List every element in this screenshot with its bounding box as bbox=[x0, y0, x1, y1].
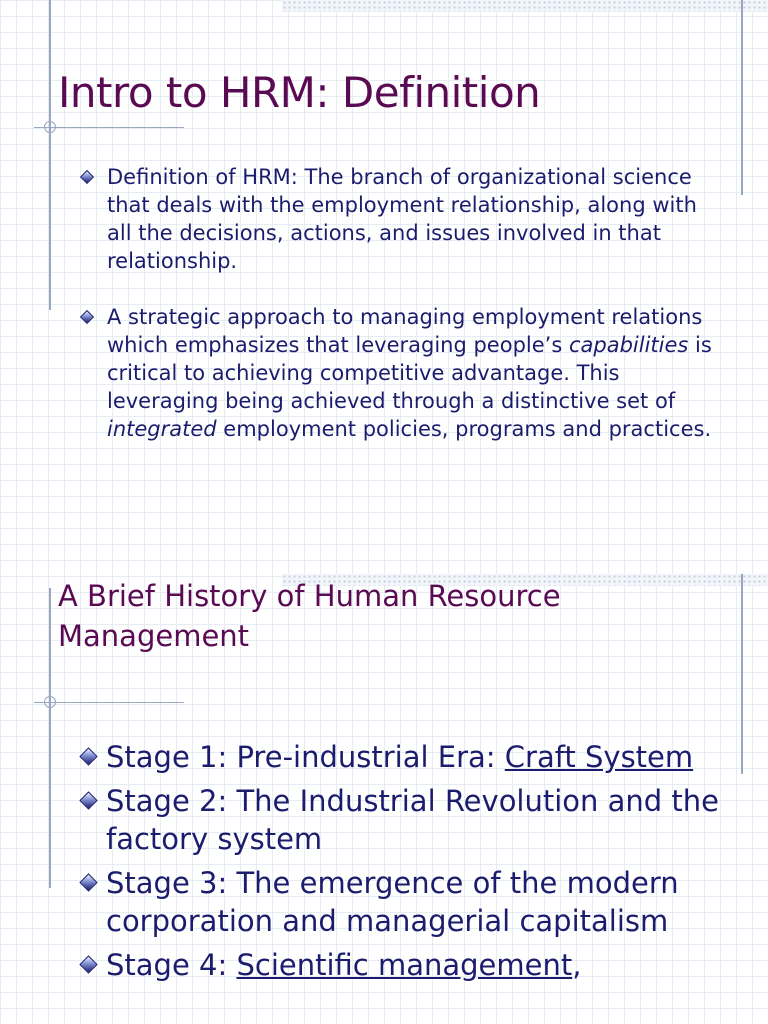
strategic-text-part3: employment policies, programs and practices. bbox=[216, 417, 712, 441]
diamond-bullet-icon bbox=[79, 955, 97, 973]
dotted-header-band bbox=[282, 0, 768, 12]
diamond-bullet-icon bbox=[80, 170, 94, 184]
stage-bullet-list bbox=[80, 738, 730, 990]
strategic-text-part1: A strategic approach to managing employment relations which emphasizes that leveraging people’s bbox=[107, 305, 703, 357]
crosshair-ring-icon bbox=[44, 696, 56, 708]
horizontal-rule bbox=[34, 702, 184, 703]
diamond-bullet-icon bbox=[79, 791, 97, 809]
list-item bbox=[80, 864, 730, 940]
scientific-management-link[interactable]: Scientific management bbox=[236, 948, 573, 982]
emphasis-capabilities: capabilities bbox=[568, 333, 689, 357]
stage-text: Stage 1: Pre-industrial Era: bbox=[106, 740, 505, 774]
diamond-bullet-icon bbox=[79, 873, 97, 891]
list-item bbox=[80, 303, 720, 443]
crosshair-ring-icon bbox=[44, 121, 56, 133]
vertical-rule-right bbox=[741, 0, 743, 195]
list-item bbox=[80, 163, 720, 275]
slide-title: A Brief History of Human Resource Management bbox=[58, 579, 561, 653]
slide-brief-history bbox=[0, 560, 768, 1024]
list-item bbox=[80, 738, 730, 776]
stage-text: Stage 2: The Industrial Revolution and the factory system bbox=[106, 784, 720, 856]
horizontal-rule bbox=[34, 127, 184, 128]
list-item bbox=[80, 946, 730, 984]
stage-text: Stage 4: bbox=[106, 948, 237, 982]
vertical-rule-right bbox=[741, 574, 743, 774]
slide-title: Intro to HRM: Definition bbox=[58, 68, 541, 117]
emphasis-integrated: integrated bbox=[107, 417, 217, 441]
vertical-rule-left bbox=[49, 588, 51, 888]
stage-suffix: , bbox=[572, 948, 582, 982]
stage-text: Stage 3: The emergence of the modern corporation and managerial capitalism bbox=[106, 866, 679, 938]
diamond-bullet-icon bbox=[80, 310, 94, 324]
craft-system-link[interactable]: Craft System bbox=[504, 740, 694, 774]
definition-text: Definition of HRM: The branch of organizational science that deals with the employment relationship, along with all the decisions, actions, and issues involved in that relationship. bbox=[107, 165, 697, 273]
diamond-bullet-icon bbox=[79, 747, 97, 765]
strategic-text-part2: is critical to achieving competitive advantage. This leveraging being achieved through a distinctive set of bbox=[107, 333, 712, 413]
vertical-rule-left bbox=[49, 0, 51, 310]
definition-bullet-list bbox=[80, 163, 720, 471]
list-item bbox=[80, 782, 730, 858]
